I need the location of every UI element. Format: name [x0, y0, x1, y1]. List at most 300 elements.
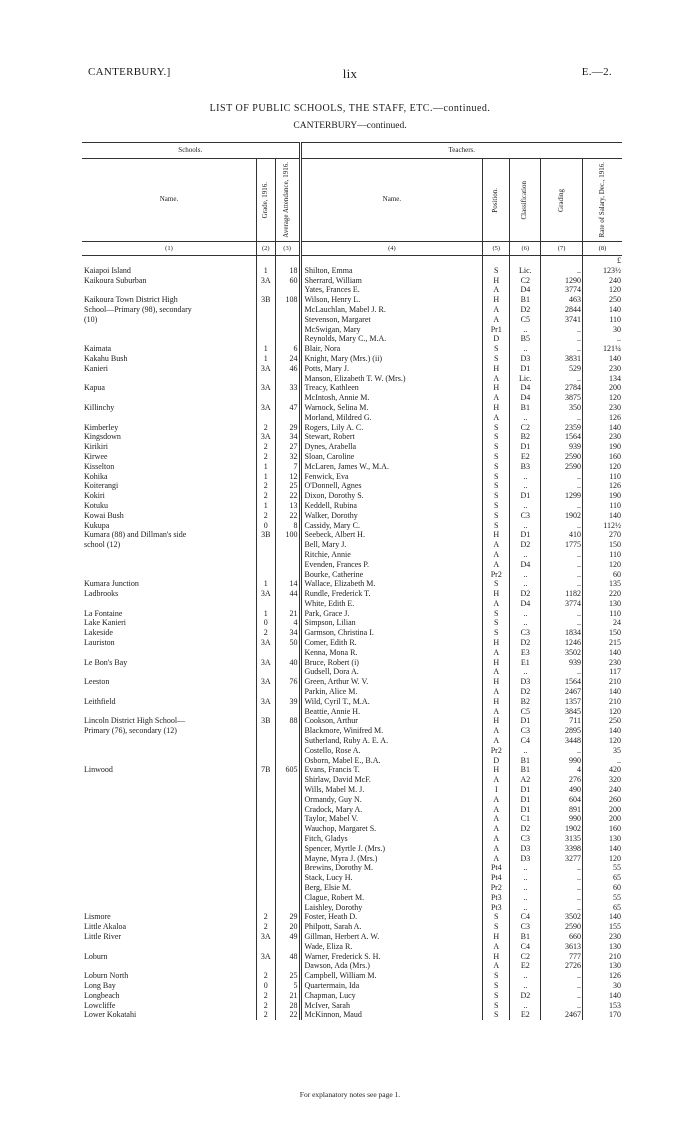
salary-cell: .. — [582, 334, 622, 344]
teacher-name-cell: Warner, Frederick S. H. — [300, 952, 483, 962]
table-row — [82, 942, 622, 952]
table-row — [82, 697, 622, 707]
salary-cell: 110 — [582, 315, 622, 325]
teacher-name-cell: Garmson, Christina I. — [300, 628, 483, 638]
table-row — [82, 707, 622, 717]
table-row — [82, 285, 622, 295]
classification-cell: E1 — [510, 658, 541, 668]
salary-cell: 130 — [582, 942, 622, 952]
grade-cell — [256, 795, 275, 805]
salary-cell: 135 — [582, 579, 622, 589]
grading-cell: 1357 — [541, 697, 583, 707]
school-name-cell: (10) — [84, 314, 98, 324]
salary-cell: .. — [582, 756, 622, 766]
position-cell: A — [483, 736, 510, 746]
classification-cell: D1 — [510, 491, 541, 501]
teacher-name-cell: Taylor, Mabel V. — [300, 814, 483, 824]
grade-cell: 3A — [256, 932, 275, 942]
classification-cell: .. — [510, 579, 541, 589]
attendance-cell — [275, 707, 300, 717]
teacher-name-cell: Chapman, Lucy — [300, 991, 483, 1001]
position-cell: H — [483, 716, 510, 726]
teacher-name-cell: Costello, Rose A. — [300, 746, 483, 756]
classification-cell: E2 — [510, 961, 541, 971]
school-name-cell — [82, 805, 256, 815]
grading-cell: .. — [541, 344, 583, 354]
attendance-cell: 108 — [275, 295, 300, 305]
col-head-school-name: Name. — [82, 159, 256, 242]
position-cell: S — [483, 971, 510, 981]
school-name-cell: Kotuku — [84, 500, 108, 510]
grade-cell — [256, 707, 275, 717]
grade-cell — [256, 844, 275, 854]
col-num: (6) — [510, 242, 541, 256]
teacher-name-cell: Foster, Heath D. — [300, 912, 483, 922]
salary-cell: 120 — [582, 393, 622, 403]
grade-cell: 1 — [256, 462, 275, 472]
currency-row — [82, 256, 622, 266]
position-cell: A — [483, 834, 510, 844]
grade-cell: 1 — [256, 354, 275, 364]
table-row — [82, 511, 622, 521]
table-row — [82, 334, 622, 344]
classification-cell: .. — [510, 481, 541, 491]
attendance-cell — [275, 570, 300, 580]
salary-cell: 130 — [582, 599, 622, 609]
grade-cell: 1 — [256, 472, 275, 482]
attendance-cell — [275, 393, 300, 403]
col-num: (1) — [82, 242, 256, 256]
school-name-cell — [82, 873, 256, 883]
school-name-cell — [82, 285, 256, 295]
table-row — [82, 824, 622, 834]
grading-cell: 276 — [541, 775, 583, 785]
grading-cell: 2784 — [541, 383, 583, 393]
salary-cell: 126 — [582, 971, 622, 981]
position-cell: A — [483, 413, 510, 423]
table-row — [82, 599, 622, 609]
grade-cell: 3B — [256, 530, 275, 540]
classification-cell: D4 — [510, 599, 541, 609]
table-row — [82, 432, 622, 442]
table-row — [82, 893, 622, 903]
teacher-name-cell: Sloan, Caroline — [300, 452, 483, 462]
header-right: E.—2. — [581, 66, 612, 78]
salary-cell: 240 — [582, 276, 622, 286]
school-name-cell — [82, 854, 256, 864]
position-cell: Pr2 — [483, 570, 510, 580]
attendance-cell — [275, 374, 300, 384]
teacher-name-cell: Campbell, William M. — [300, 971, 483, 981]
grade-cell: 1 — [256, 266, 275, 276]
teacher-name-cell: Wild, Cyril T., M.A. — [300, 697, 483, 707]
table-row — [82, 560, 622, 570]
school-name-cell — [82, 334, 256, 344]
attendance-cell: 21 — [275, 991, 300, 1001]
grading-cell: 3502 — [541, 912, 583, 922]
classification-cell: B1 — [510, 295, 541, 305]
classification-cell: .. — [510, 1001, 541, 1011]
grading-cell: 1564 — [541, 677, 583, 687]
position-cell: Pt3 — [483, 903, 510, 913]
grade-cell: 1 — [256, 501, 275, 511]
grade-cell: 0 — [256, 618, 275, 628]
grade-cell — [256, 824, 275, 834]
table-row — [82, 785, 622, 795]
table-row — [82, 266, 622, 276]
grading-cell: 2844 — [541, 305, 583, 315]
col-num: (5) — [483, 242, 510, 256]
position-cell: H — [483, 765, 510, 775]
table-row — [82, 1010, 622, 1020]
classification-cell: D2 — [510, 687, 541, 697]
grading-cell: 711 — [541, 716, 583, 726]
classification-cell: D1 — [510, 530, 541, 540]
grading-cell: 4 — [541, 765, 583, 775]
classification-cell: .. — [510, 667, 541, 677]
attendance-cell: 22 — [275, 1010, 300, 1020]
classification-cell: D2 — [510, 540, 541, 550]
salary-cell: 140 — [582, 912, 622, 922]
teacher-name-cell: Park, Grace J. — [300, 609, 483, 619]
attendance-cell: 18 — [275, 266, 300, 276]
grading-cell: 3448 — [541, 736, 583, 746]
table-row — [82, 521, 622, 531]
position-cell: H — [483, 403, 510, 413]
table-row — [82, 854, 622, 864]
grading-cell: 939 — [541, 442, 583, 452]
table-row — [82, 550, 622, 560]
teacher-name-cell: Evans, Francis T. — [300, 765, 483, 775]
school-name-cell: Kimberley — [84, 422, 119, 432]
table-row — [82, 775, 622, 785]
position-cell: S — [483, 266, 510, 276]
table-row — [82, 834, 622, 844]
position-cell: H — [483, 697, 510, 707]
salary-cell: 134 — [582, 374, 622, 384]
school-name-cell: Lowcliffe — [84, 1000, 116, 1010]
classification-cell: C3 — [510, 628, 541, 638]
teacher-name-cell: Green, Arthur W. V. — [300, 677, 483, 687]
salary-cell: 60 — [582, 570, 622, 580]
teacher-name-cell: Bourke, Catherine — [300, 570, 483, 580]
school-name-cell: Kingsdown — [84, 432, 121, 442]
position-cell: H — [483, 364, 510, 374]
position-cell: A — [483, 687, 510, 697]
classification-cell: .. — [510, 903, 541, 913]
salary-cell: 190 — [582, 442, 622, 452]
salary-cell: 230 — [582, 932, 622, 942]
position-cell: S — [483, 481, 510, 491]
teacher-name-cell: Ritchie, Annie — [300, 550, 483, 560]
grading-cell: .. — [541, 618, 583, 628]
attendance-cell: 4 — [275, 618, 300, 628]
salary-cell: 120 — [582, 462, 622, 472]
teacher-name-cell: Stack, Lucy H. — [300, 873, 483, 883]
grading-cell: 350 — [541, 403, 583, 413]
classification-cell: B3 — [510, 462, 541, 472]
position-cell: A — [483, 305, 510, 315]
page-subtitle: CANTERBURY—continued. — [293, 121, 407, 131]
grading-cell: .. — [541, 746, 583, 756]
grading-cell: .. — [541, 991, 583, 1001]
attendance-cell: 8 — [275, 521, 300, 531]
position-cell: A — [483, 726, 510, 736]
position-cell: A — [483, 560, 510, 570]
grade-cell: 2 — [256, 481, 275, 491]
grading-cell: .. — [541, 609, 583, 619]
teacher-name-cell: Wauchop, Margaret S. — [300, 824, 483, 834]
position-cell: H — [483, 677, 510, 687]
classification-cell: E2 — [510, 1010, 541, 1020]
school-name-cell: Kapua — [84, 383, 105, 393]
attendance-cell: 29 — [275, 423, 300, 433]
grade-cell: 3A — [256, 276, 275, 286]
table-row — [82, 423, 622, 433]
teacher-name-cell: Berg, Elsie M. — [300, 883, 483, 893]
table-row — [82, 736, 622, 746]
position-cell: S — [483, 991, 510, 1001]
grade-cell — [256, 393, 275, 403]
grade-cell: 2 — [256, 971, 275, 981]
grade-cell — [256, 863, 275, 873]
grading-cell: 1182 — [541, 589, 583, 599]
classification-cell: .. — [510, 501, 541, 511]
school-name-cell — [82, 824, 256, 834]
grade-cell: 2 — [256, 452, 275, 462]
table-row — [82, 540, 622, 550]
school-name-cell — [82, 325, 256, 335]
position-cell: H — [483, 383, 510, 393]
school-name-cell: Kohika — [84, 471, 108, 481]
teacher-name-cell: Blair, Nora — [300, 344, 483, 354]
attendance-cell: 25 — [275, 971, 300, 981]
salary-cell: 420 — [582, 765, 622, 775]
school-name-cell: Lower Kokatahi — [84, 1010, 137, 1020]
school-name-cell: Long Bay — [84, 980, 116, 990]
classification-cell: D3 — [510, 854, 541, 864]
grading-cell: 3613 — [541, 942, 583, 952]
teacher-name-cell: Kenna, Mona R. — [300, 648, 483, 658]
school-name-cell: Kumara Junction — [84, 579, 139, 589]
grade-cell: 3A — [256, 638, 275, 648]
salary-cell: 60 — [582, 883, 622, 893]
classification-cell: .. — [510, 873, 541, 883]
position-cell: A — [483, 315, 510, 325]
attendance-cell: 46 — [275, 364, 300, 374]
attendance-cell: 39 — [275, 697, 300, 707]
salary-cell: 140 — [582, 726, 622, 736]
grade-cell — [256, 903, 275, 913]
grading-cell: 1902 — [541, 824, 583, 834]
salary-cell: 270 — [582, 530, 622, 540]
position-cell: S — [483, 442, 510, 452]
attendance-cell — [275, 834, 300, 844]
salary-cell: 200 — [582, 805, 622, 815]
teacher-name-cell: Wilson, Henry L. — [300, 295, 483, 305]
teacher-name-cell: McKinnon, Maud — [300, 1010, 483, 1020]
grading-cell: .. — [541, 981, 583, 991]
attendance-cell: 40 — [275, 658, 300, 668]
grading-cell: .. — [541, 501, 583, 511]
grading-cell: 990 — [541, 814, 583, 824]
grading-cell: .. — [541, 374, 583, 384]
table-row — [82, 364, 622, 374]
grade-cell: 2 — [256, 423, 275, 433]
position-cell: S — [483, 579, 510, 589]
salary-cell: 140 — [582, 844, 622, 854]
school-name-cell — [82, 795, 256, 805]
classification-cell: E3 — [510, 648, 541, 658]
school-name-cell — [82, 756, 256, 766]
grading-cell: 3774 — [541, 599, 583, 609]
salary-cell: 140 — [582, 423, 622, 433]
salary-cell: 250 — [582, 716, 622, 726]
teacher-name-cell: Simpson, Lilian — [300, 618, 483, 628]
classification-cell: .. — [510, 618, 541, 628]
grading-cell: 410 — [541, 530, 583, 540]
teacher-name-cell: Clague, Robert M. — [300, 893, 483, 903]
grading-cell: 2590 — [541, 452, 583, 462]
salary-cell: 170 — [582, 1010, 622, 1020]
grade-cell — [256, 560, 275, 570]
position-cell: A — [483, 707, 510, 717]
teacher-name-cell: Stevenson, Margaret — [300, 315, 483, 325]
teacher-name-cell: Keddell, Rubina — [300, 501, 483, 511]
table-row — [82, 530, 622, 540]
attendance-cell — [275, 325, 300, 335]
grading-cell: 2467 — [541, 1010, 583, 1020]
grading-cell: 3875 — [541, 393, 583, 403]
classification-cell: .. — [510, 893, 541, 903]
table-row — [82, 325, 622, 335]
table-row — [82, 609, 622, 619]
currency-symbol: £ — [582, 256, 622, 266]
attendance-cell: 48 — [275, 952, 300, 962]
attendance-cell: 24 — [275, 354, 300, 364]
teacher-name-cell: Evenden, Frances P. — [300, 560, 483, 570]
grade-cell: 2 — [256, 1001, 275, 1011]
attendance-cell — [275, 285, 300, 295]
attendance-cell — [275, 334, 300, 344]
salary-cell: 140 — [582, 511, 622, 521]
position-cell: D — [483, 756, 510, 766]
salary-cell: 210 — [582, 952, 622, 962]
classification-cell: .. — [510, 570, 541, 580]
school-name-cell: Kakahu Bush — [84, 353, 128, 363]
grade-cell — [256, 599, 275, 609]
grade-cell: 2 — [256, 991, 275, 1001]
position-cell: Pr2 — [483, 883, 510, 893]
attendance-cell — [275, 883, 300, 893]
teacher-name-cell: Philpott, Sarah A. — [300, 922, 483, 932]
table-row — [82, 912, 622, 922]
salary-cell: 126 — [582, 481, 622, 491]
table-row — [82, 961, 622, 971]
table-row — [82, 452, 622, 462]
table-row — [82, 726, 622, 736]
position-cell: A — [483, 844, 510, 854]
attendance-cell — [275, 942, 300, 952]
school-name-cell: Koiterangi — [84, 481, 119, 491]
classification-cell: .. — [510, 863, 541, 873]
col-head-salary: Rate of Salary, Dec., 1916. — [582, 159, 622, 242]
grading-cell: .. — [541, 883, 583, 893]
salary-cell: 140 — [582, 305, 622, 315]
school-name-cell: Loburn — [84, 951, 108, 961]
school-name-cell: Lincoln District High School— — [84, 716, 186, 726]
position-cell: H — [483, 276, 510, 286]
col-head-teacher-name: Name. — [300, 159, 483, 242]
position-cell: S — [483, 1010, 510, 1020]
attendance-cell: 88 — [275, 716, 300, 726]
classification-cell: C2 — [510, 952, 541, 962]
table-row — [82, 658, 622, 668]
attendance-cell — [275, 795, 300, 805]
school-name-cell — [82, 863, 256, 873]
attendance-cell — [275, 315, 300, 325]
table-row — [82, 501, 622, 511]
classification-cell: .. — [510, 521, 541, 531]
school-name-cell: Killinchy — [84, 402, 115, 412]
table-row — [82, 981, 622, 991]
grading-cell: 891 — [541, 805, 583, 815]
school-name-cell — [82, 736, 256, 746]
group-teachers: Teachers. — [300, 143, 622, 159]
table-row — [82, 570, 622, 580]
school-name-cell: Kirikiri — [84, 442, 108, 452]
table-row — [82, 765, 622, 775]
salary-cell: 155 — [582, 922, 622, 932]
grading-cell: .. — [541, 1001, 583, 1011]
salary-cell: 140 — [582, 354, 622, 364]
grading-cell: 490 — [541, 785, 583, 795]
classification-cell: C4 — [510, 912, 541, 922]
table-row — [82, 413, 622, 423]
grading-cell: .. — [541, 863, 583, 873]
grade-cell — [256, 550, 275, 560]
salary-cell: 120 — [582, 854, 622, 864]
attendance-cell: 100 — [275, 530, 300, 540]
classification-cell: D4 — [510, 383, 541, 393]
school-name-cell: Kaikoura Suburban — [84, 275, 147, 285]
attendance-cell — [275, 746, 300, 756]
school-name-cell: Longbeach — [84, 990, 120, 1000]
attendance-cell — [275, 667, 300, 677]
attendance-cell — [275, 854, 300, 864]
grade-cell: 7B — [256, 765, 275, 775]
salary-cell: 130 — [582, 961, 622, 971]
position-cell: A — [483, 805, 510, 815]
table-row — [82, 305, 622, 315]
teacher-name-cell: Beattie, Annie H. — [300, 707, 483, 717]
teacher-name-cell: Dawson, Ada (Mrs.) — [300, 961, 483, 971]
grade-cell — [256, 961, 275, 971]
attendance-cell — [275, 814, 300, 824]
teacher-name-cell: Gudsell, Dora A. — [300, 667, 483, 677]
salary-cell: 215 — [582, 638, 622, 648]
grade-cell — [256, 648, 275, 658]
page-number: lix — [342, 66, 358, 81]
teacher-name-cell: McIver, Sarah — [300, 1001, 483, 1011]
attendance-cell: 6 — [275, 344, 300, 354]
position-cell: A — [483, 374, 510, 384]
grading-cell: 3845 — [541, 707, 583, 717]
grade-cell — [256, 893, 275, 903]
school-name-cell: Loburn North — [84, 971, 129, 981]
attendance-cell — [275, 785, 300, 795]
school-name-cell: Little Akaloa — [84, 922, 126, 932]
